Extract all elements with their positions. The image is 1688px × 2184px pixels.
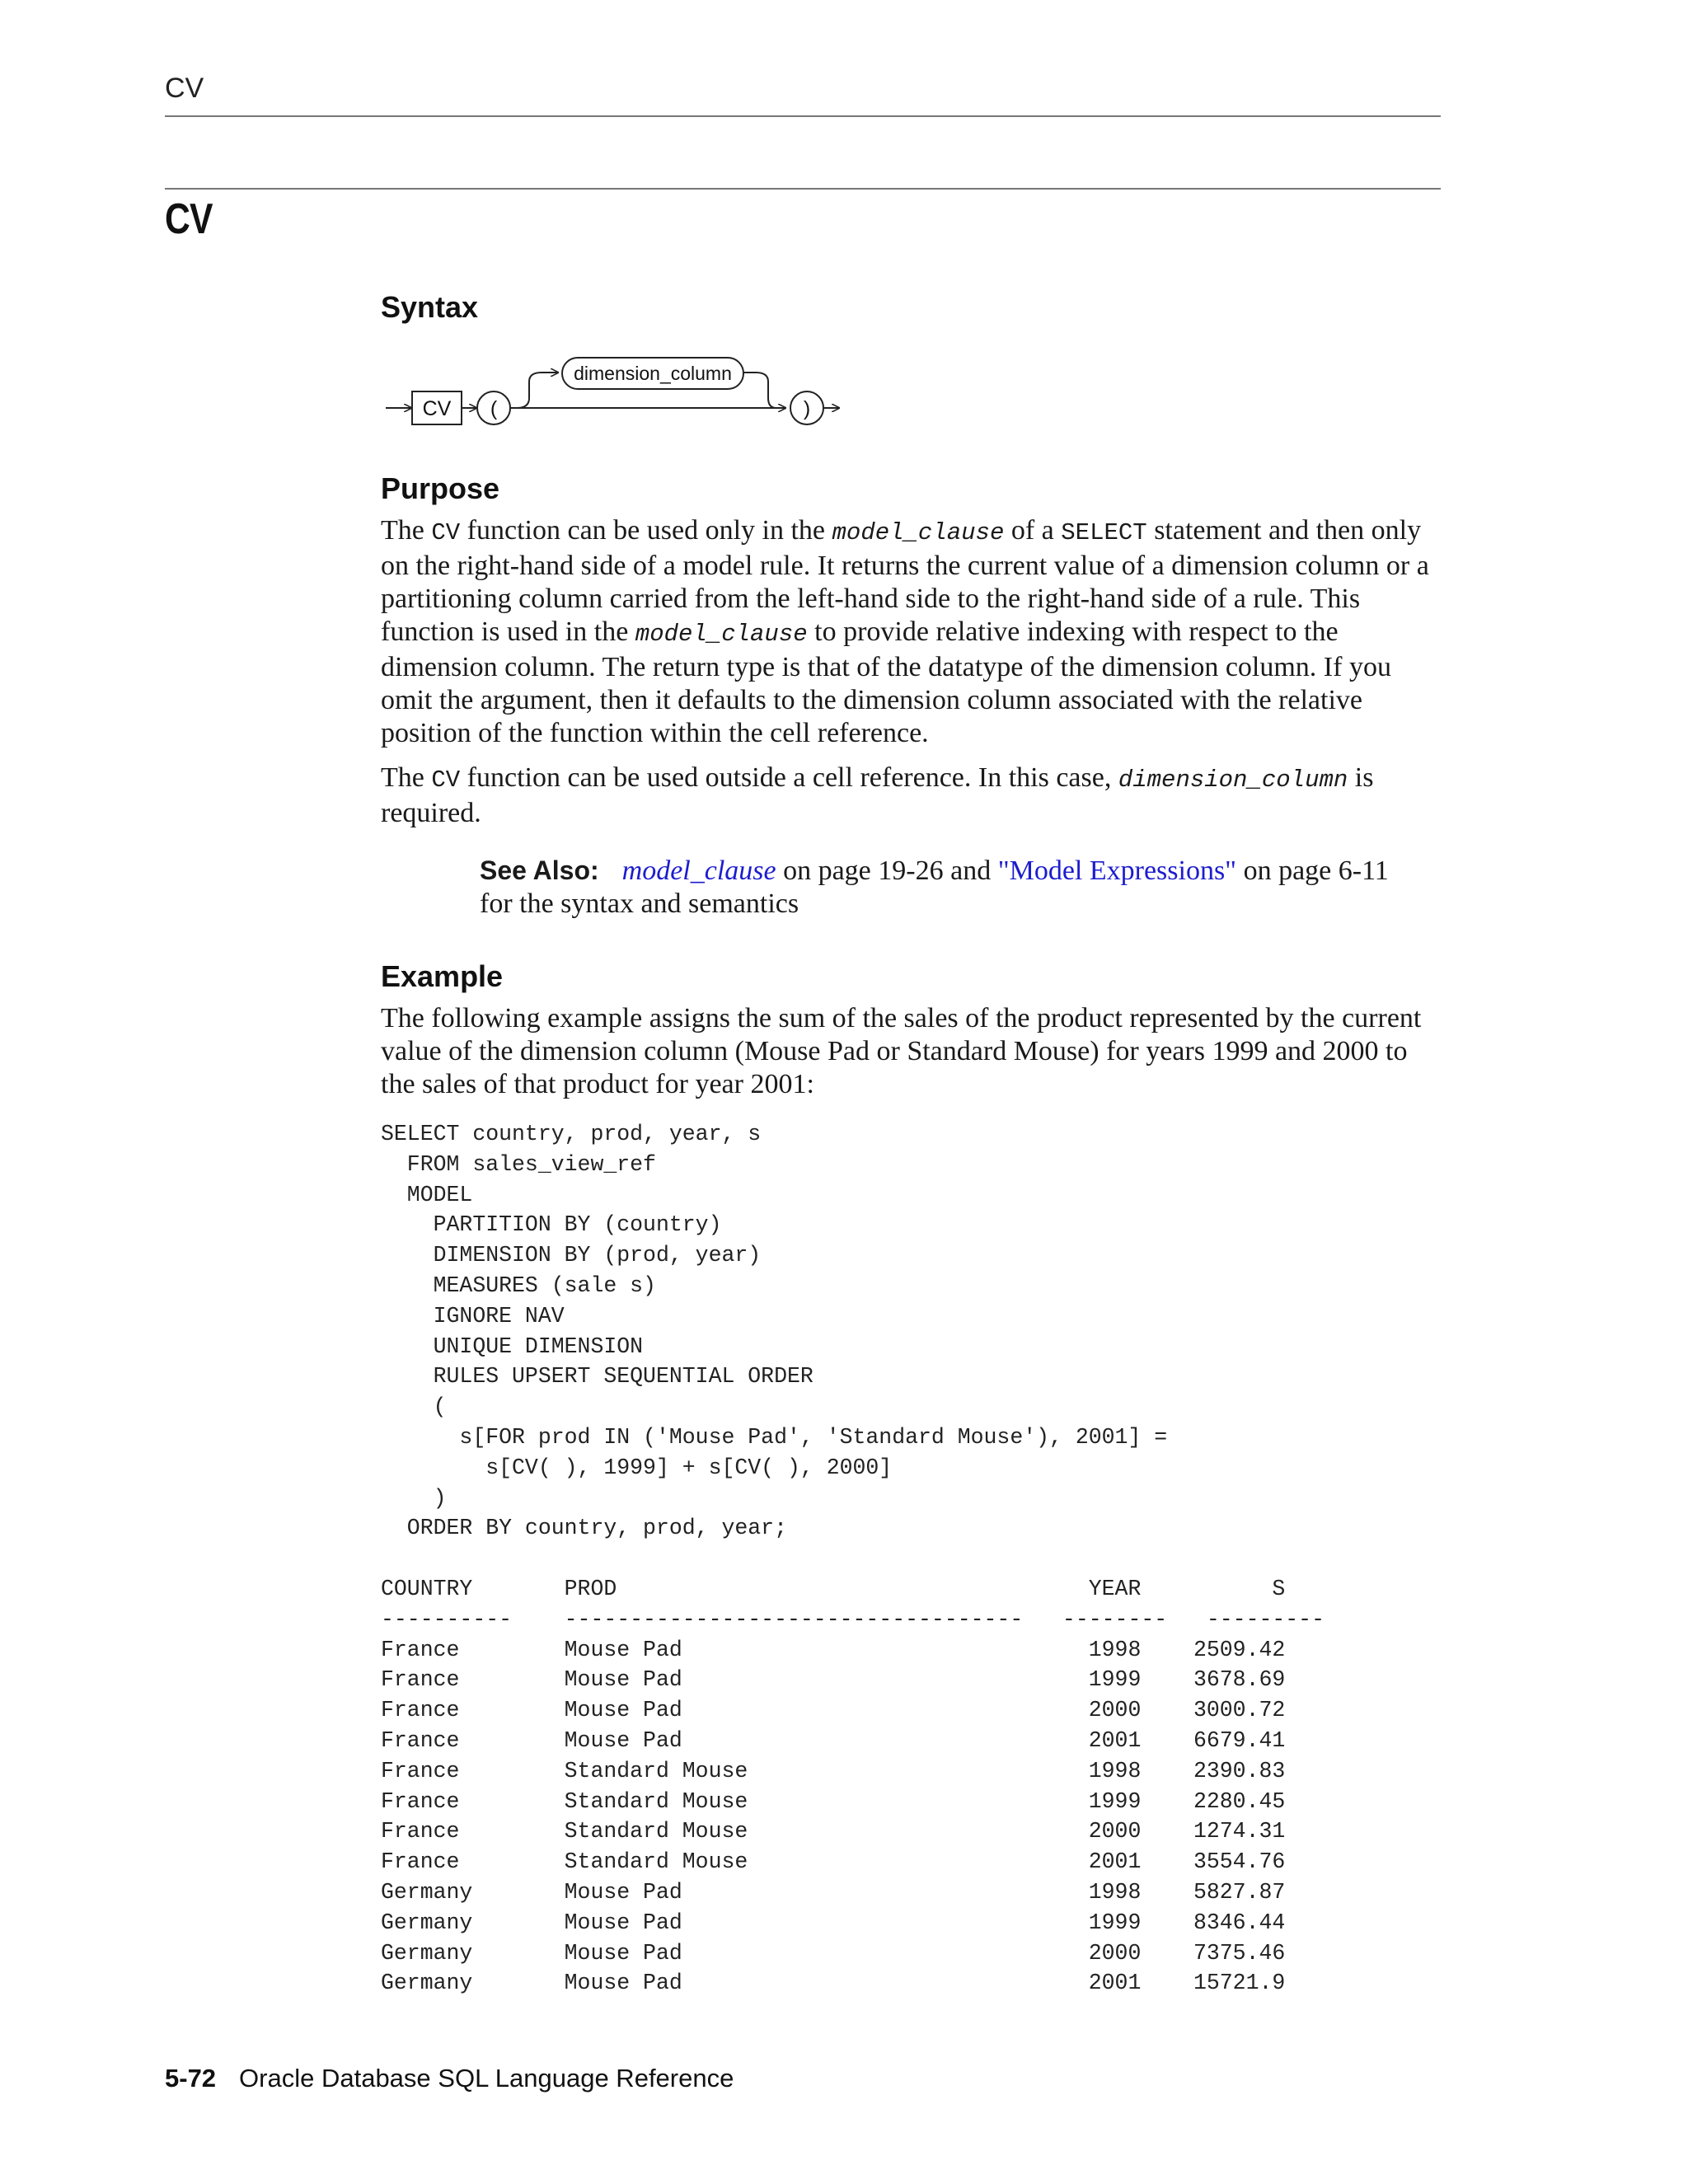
close-paren-text: ): [803, 397, 811, 420]
sql-code-block: SELECT country, prod, year, s FROM sales_view_ref MODEL PARTITION BY (country) DIMENSION BY (prod, year) MEASURES (sale s) IGNORE NAV UNIQUE DIMENSION RULES UPSERT SEQUENTIAL ORDER ( s[FOR prod IN ('Mouse Pad', 'Standard Mouse'), 2001] = s[CV( ), 1999] + s[CV( ), 2000] ) ORDER BY country, prod, year;: [381, 1122, 1168, 1541]
purpose-heading: Purpose: [381, 471, 500, 505]
page-footer: [165, 2064, 734, 2093]
page-number: 5-72: [165, 2064, 217, 2093]
code-cv: CV: [431, 519, 461, 546]
cv-keyword-text: CV: [422, 397, 452, 420]
model-expressions-link[interactable]: "Model Expressions": [997, 855, 1237, 886]
header-rule: [165, 115, 1441, 117]
code-select: SELECT: [1061, 519, 1147, 546]
dimension-column-text: dimension_column: [574, 363, 732, 384]
text-run: on page 19-26 and: [776, 855, 998, 886]
text-run: on page 6-11 for the syntax and semantics: [480, 855, 1389, 919]
running-header: CV: [165, 73, 204, 104]
text-run: The: [381, 762, 432, 793]
title-rule: [165, 188, 1441, 190]
page-title: CV: [165, 195, 213, 243]
purpose-paragraph-1: [381, 514, 1444, 750]
syntax-diagram: [381, 353, 892, 435]
text-run: is required.: [381, 762, 1374, 828]
purpose-paragraph-2: [381, 762, 1444, 830]
text-run: The: [381, 515, 432, 546]
text-run: function can be used outside a cell reference. In this case,: [460, 762, 1118, 793]
text-run: to provide relative indexing with respect to the dimension column. The return type is that of the datatype of the dimension column. If you omit the argument, then it defaults to the dimension column associated with the relative position of the function within the cell reference.: [381, 616, 1391, 748]
query-output-table: COUNTRY PROD YEAR S ---------- ----------------------------------- -------- --------- France Mouse Pad 1998 2509.42 France Mouse Pad 1999 3678.69 France Mouse Pad 2000 3000.72 France Mouse Pad 2001 6679.41 France Standard Mouse 1998 2390.83 France Standard Mouse 1999 2280.45 France Standard Mouse 2000 1274.31 France Standard Mouse 2001 3554.76 Germany Mouse Pad 1998 5827.87 Germany Mouse Pad 1999 8346.44 Germany Mouse Pad 2000 7375.46 Germany Mouse Pad 2001 15721.9: [381, 1577, 1325, 1996]
see-also-note: [480, 854, 1403, 921]
code-dimension-column: dimension_column: [1118, 766, 1348, 794]
see-also-label: See Also:: [480, 855, 599, 885]
syntax-heading: Syntax: [381, 290, 479, 324]
open-paren-text: (: [490, 397, 498, 420]
example-heading: Example: [381, 959, 504, 993]
code-model-clause: model_clause: [635, 621, 808, 648]
code-model-clause: model_clause: [832, 519, 1005, 546]
code-cv: CV: [431, 766, 461, 794]
example-intro: The following example assigns the sum of the sales of the product represented by the current value of the dimension column (Mouse Pad or Standard Mouse) for years 1999 and 2000 to the sales of that product for year 2001:: [381, 1003, 1422, 1099]
text-run: statement and then only on the right-hand side of a model rule. It returns the current value of a dimension column or a partitioning column carried from the left-hand side to the right-hand side of a rule. This function is used in the: [381, 515, 1429, 647]
book-title: Oracle Database SQL Language Reference: [239, 2064, 734, 2093]
text-run: of a: [1004, 515, 1062, 546]
model-clause-link[interactable]: model_clause: [621, 855, 776, 886]
text-run: function can be used only in the: [460, 515, 832, 546]
